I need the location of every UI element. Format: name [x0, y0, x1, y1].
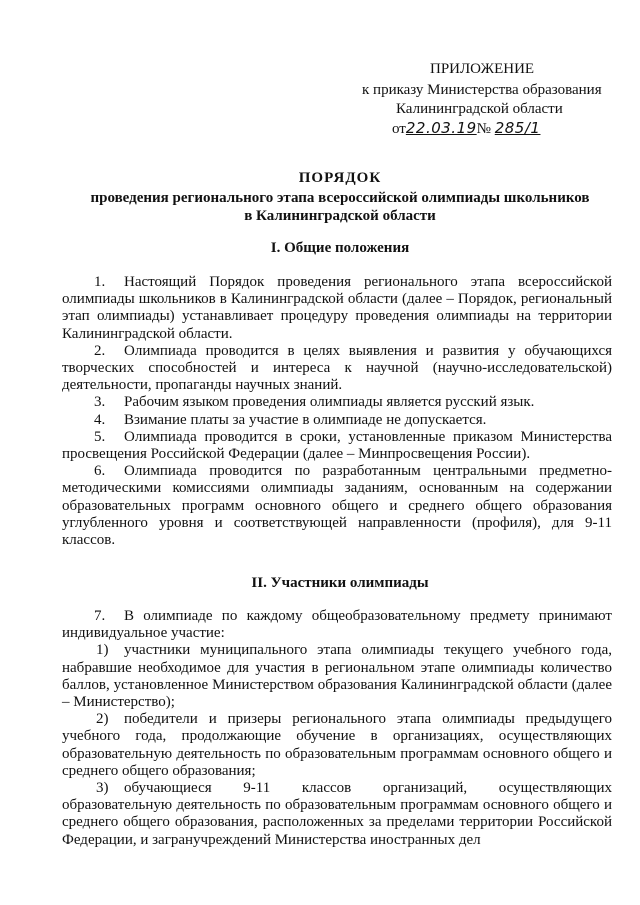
paragraph-6 — [62, 463, 612, 549]
paragraph-number: 6. — [94, 463, 106, 480]
paragraph-text: Олимпиада проводится по разработанным центральными предметно-методическими комиссиями олимпиады заданиям, основанным на содержании образовательных программ основного общего и среднего общего образования углубленного уровня и соответствующей направленности (профиля), для 9-11 классов. — [62, 463, 612, 549]
appendix-order-ref: к приказу Министерства образования — [362, 82, 602, 98]
paragraph-number: 7. — [94, 608, 106, 624]
section-2-body — [62, 608, 612, 849]
number-prefix: № — [476, 121, 491, 137]
paragraph-number: 4. — [94, 411, 106, 428]
subitem-2 — [62, 711, 612, 780]
appendix-date-number — [392, 119, 540, 138]
document-title: ПОРЯДОК — [298, 170, 382, 186]
subitem-text: обучающиеся 9-11 классов организаций, осуществляющих образовательную деятельность по образовательным программам основного общего и среднего общего образования, расположенных за пределами территории Российской Федерации, и загранучреждений Министерства иностранных дел — [62, 780, 612, 848]
paragraph-text: Рабочим языком проведения олимпиады является русский язык. — [124, 394, 535, 411]
subitem-number: 3) — [96, 780, 109, 797]
appendix-title: ПРИЛОЖЕНИЕ — [430, 61, 535, 77]
paragraph-text: Настоящий Порядок проведения регионального этапа всероссийской олимпиады школьников в Калининградской области (далее – Порядок, региональный этап олимпиады) устанавливает процедуру проведения олимпиады на территории Калининградской области. — [62, 274, 612, 342]
paragraph-5 — [62, 429, 612, 463]
subitem-number: 2) — [96, 711, 109, 728]
handwritten-number: 285/1 — [494, 119, 541, 137]
paragraph-number: 5. — [94, 428, 106, 445]
subitem-1 — [62, 642, 612, 711]
paragraph-number: 2. — [94, 342, 106, 359]
section-1-body — [62, 274, 612, 549]
paragraph-text: Олимпиада проводится в целях выявления и развития у обучающихся творческих способностей и интереса к научной (научно-исследовательской) деятельности, пропаганды научных знаний. — [62, 342, 612, 394]
paragraph-text: Олимпиада проводится в сроки, установленные приказом Министерства просвещения Российской Федерации (далее – Минпросвещения России). — [62, 428, 612, 463]
subitem-3 — [62, 780, 612, 849]
handwritten-date: 22.03.19 — [405, 119, 477, 137]
paragraph-number: 3. — [94, 394, 106, 411]
subitem-text: участники муниципального этапа олимпиады текущего учебного года, набравшие необходимое для участия в региональном этапе олимпиады количество баллов, установленное Министерством образования Калининградской области (далее – Министерство); — [62, 642, 612, 711]
document-subtitle-1: проведения регионального этапа всероссийской олимпиады школьников — [90, 190, 590, 206]
subitem-number: 1) — [96, 642, 109, 659]
paragraph-number: 1. — [94, 274, 106, 290]
section-2-heading: II. Участники олимпиады — [251, 575, 429, 591]
subitem-text: победители и призеры регионального этапа олимпиады предыдущего учебного года, продолжающие обучение в организациях, осуществляющих образовательную деятельность по образовательным программам основного общего и среднего общего образования; — [62, 711, 612, 779]
paragraph-1 — [62, 274, 612, 343]
date-prefix: от — [392, 121, 406, 137]
paragraph-4 — [62, 412, 612, 429]
appendix-region: Калининградской области — [396, 101, 563, 117]
paragraph-3 — [62, 394, 612, 411]
document-subtitle-2: в Калининградской области — [244, 208, 436, 224]
paragraph-text: В олимпиаде по каждому общеобразовательному предмету принимают индивидуальное участие: — [62, 608, 612, 642]
paragraph-7 — [62, 608, 612, 642]
section-1-heading: I. Общие положения — [270, 240, 410, 256]
paragraph-2 — [62, 343, 612, 395]
paragraph-text: Взимание платы за участие в олимпиаде не допускается. — [124, 411, 487, 428]
